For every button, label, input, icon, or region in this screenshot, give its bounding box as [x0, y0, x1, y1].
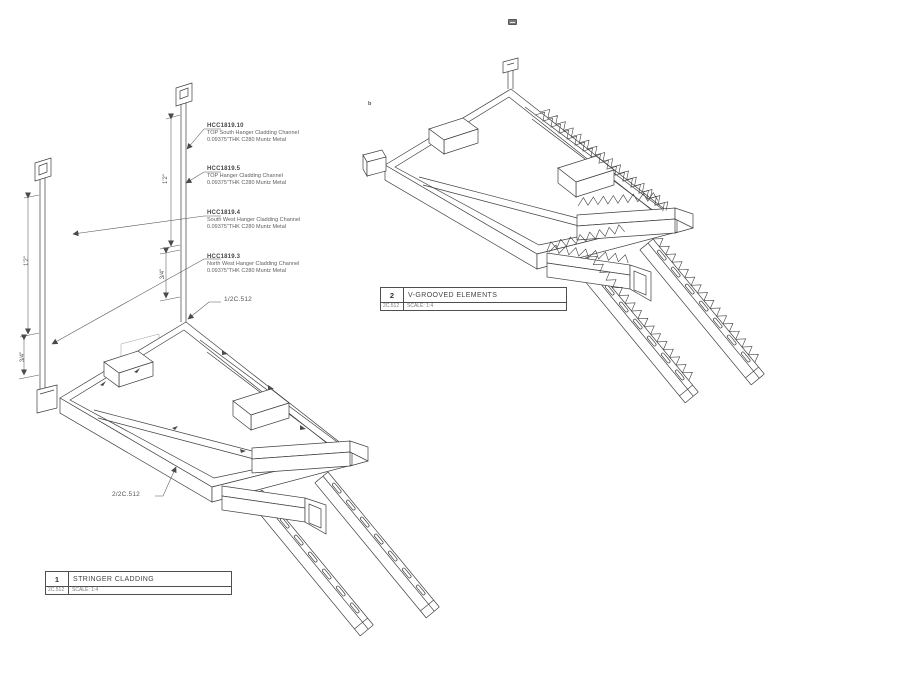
dim-hanger-a-long: 1'2"	[24, 256, 30, 266]
callout-hcc1819-4	[207, 210, 300, 232]
part-desc: TOP Hanger Cladding Channel	[207, 173, 283, 180]
detail1-scale-label: SCALE: 1:4	[72, 587, 99, 593]
detail2-scale-label: SCALE: 1:4	[407, 303, 434, 309]
part-number: HCC1819.10	[207, 123, 244, 129]
detail1-title: STRINGER CLADDING	[73, 575, 155, 583]
callout-hcc1819-10	[207, 123, 299, 145]
callout-hcc1819-5	[207, 166, 286, 188]
part-desc: North West Hanger Cladding Channel	[207, 261, 300, 268]
callout-hcc1819-3	[207, 254, 299, 276]
detail2-title: V-GROOVED ELEMENTS	[408, 291, 498, 299]
part-spec: 0.09375"THK C280 Muntz Metal	[207, 137, 286, 144]
part-number: HCC1819.4	[207, 210, 241, 216]
sheet-tag-icon	[508, 19, 517, 25]
dimension-lines	[19, 115, 180, 379]
hanger-west	[35, 158, 57, 413]
detail1-title-block	[45, 571, 232, 595]
part-number: HCC1819.5	[207, 166, 241, 172]
detail-callout-top: 1/2C.512	[224, 296, 252, 303]
detail2-title-block	[380, 287, 567, 311]
detail-callout-mid: 2/2C.512	[112, 491, 140, 498]
hanger-stub	[503, 58, 518, 89]
corner-end-box	[363, 150, 386, 176]
detail2-frame	[363, 58, 764, 403]
part-desc: TOP South Hanger Cladding Channel	[207, 130, 299, 137]
hanger-top	[176, 83, 192, 322]
detail2-sheet-ref: 2C.512	[381, 303, 404, 310]
detail1-number: 1	[46, 572, 69, 586]
part-number: HCC1819.3	[207, 254, 241, 260]
part-spec: 0.09375"THK C280 Muntz Metal	[207, 180, 286, 187]
dim-hanger-a-short: 3/4"	[20, 351, 26, 363]
part-desc: South West Hanger Cladding Channel	[207, 217, 301, 224]
detail1-sheet-ref: 2C.512	[46, 587, 69, 594]
part-spec: 0.09375"THK C280 Muntz Metal	[207, 224, 286, 231]
dim-hanger-b-short: 3/4"	[160, 268, 166, 280]
dim-hanger-b-long: 1'2"	[163, 174, 169, 184]
view-marker: b	[368, 101, 372, 107]
detail2-number: 2	[381, 288, 404, 302]
part-spec: 0.09375"THK C280 Muntz Metal	[207, 268, 286, 275]
